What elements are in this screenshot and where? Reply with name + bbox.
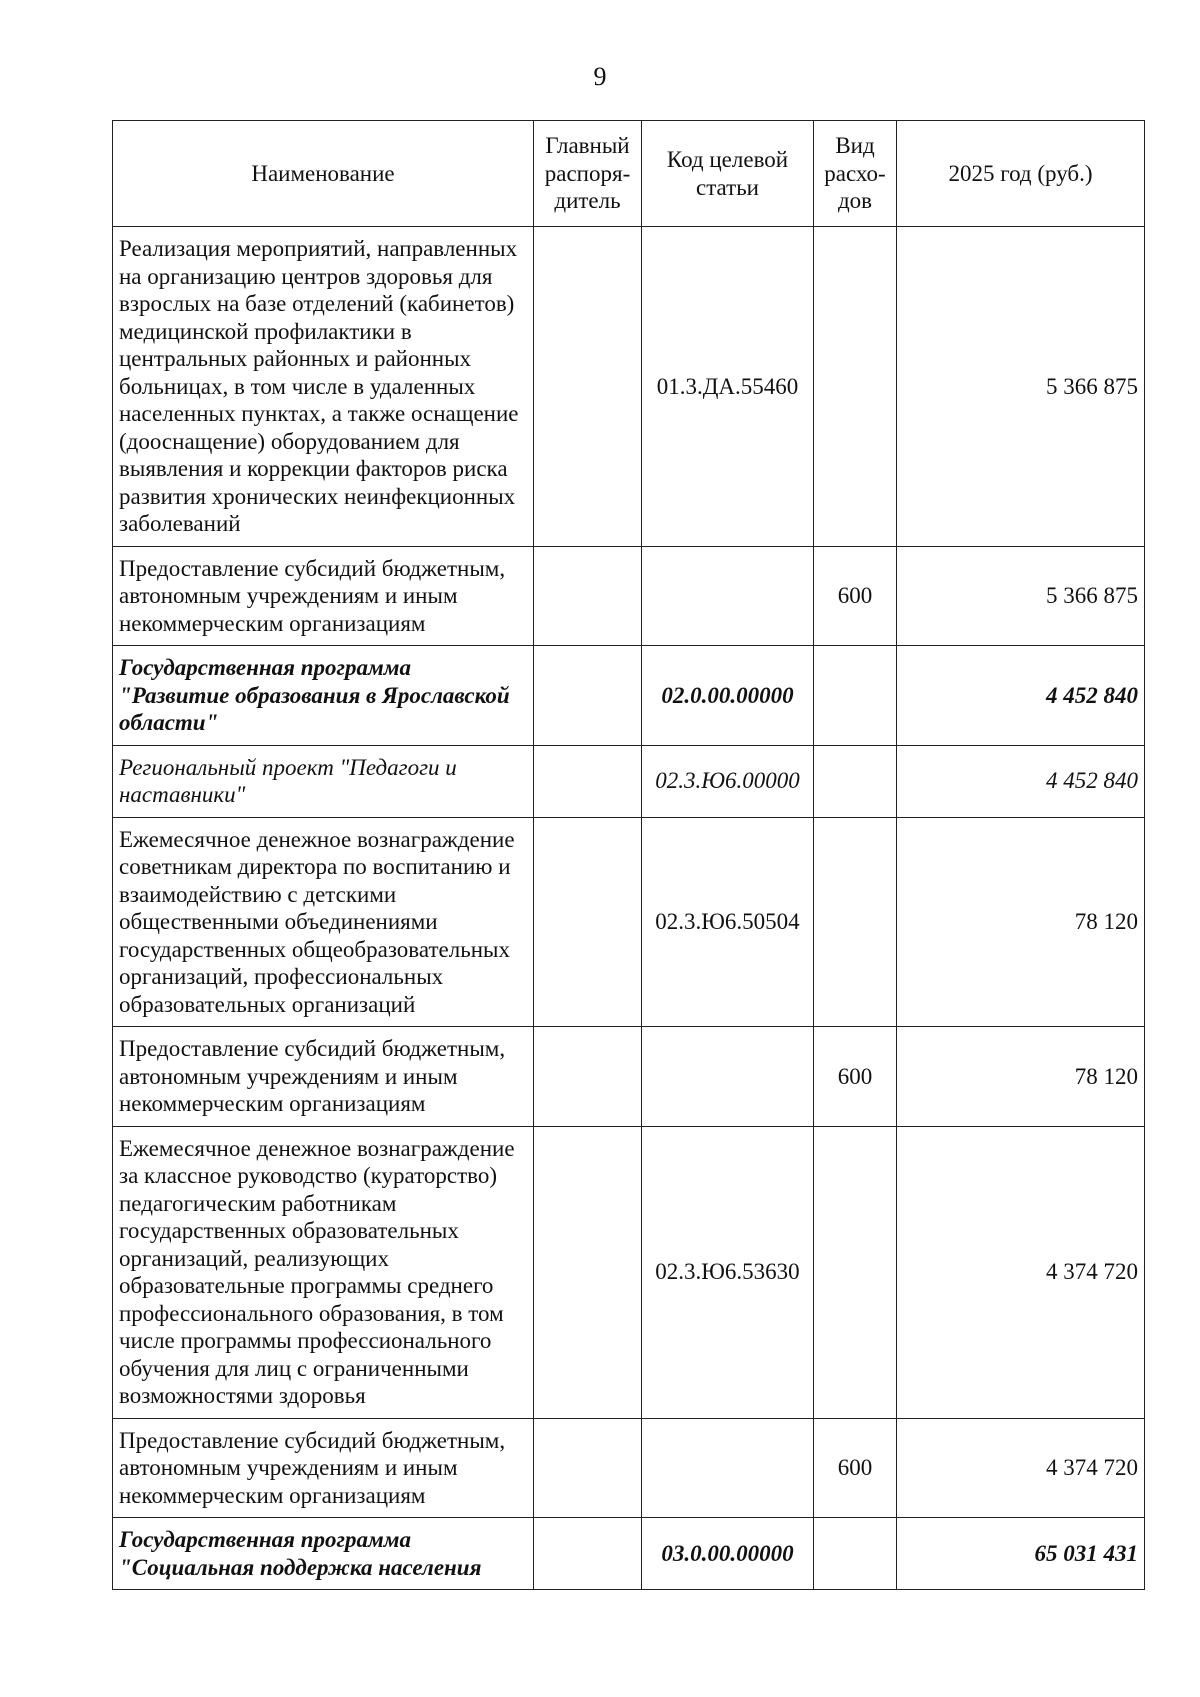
table-row [113, 227, 1145, 547]
table-row [113, 1518, 1145, 1590]
row-amount: 78 120 [897, 1027, 1145, 1127]
row-name: Ежемесячное денежное вознаграждение за классное руководство (кураторство) педагогическим работникам государственных образовательных организаций, реализующих образовательные программы среднего профессионального образования, в том числе программы профессионального обучения для лиц с ограниченными возможностями здоровья [113, 1126, 534, 1418]
row-amount: 4 452 840 [897, 646, 1145, 746]
row-code [642, 546, 814, 646]
row-amount: 65 031 431 [897, 1518, 1145, 1590]
header-chief: Главный распоря-дитель [534, 121, 642, 227]
row-code: 02.0.00.00000 [642, 646, 814, 746]
row-amount: 4 374 720 [897, 1418, 1145, 1518]
row-code: 03.0.00.00000 [642, 1518, 814, 1590]
table-row [113, 745, 1145, 817]
row-chief [534, 1126, 642, 1418]
row-kind [814, 1126, 897, 1418]
row-name: Предоставление субсидий бюджетным, автономным учреждениям и иным некоммерческим организациям [113, 546, 534, 646]
row-chief [534, 1418, 642, 1518]
row-kind [814, 227, 897, 547]
row-code [642, 1418, 814, 1518]
row-chief [534, 1518, 642, 1590]
row-code: 02.3.Ю6.53630 [642, 1126, 814, 1418]
row-name: Предоставление субсидий бюджетным, автономным учреждениям и иным некоммерческим организациям [113, 1418, 534, 1518]
row-name: Реализация мероприятий, направленных на организацию центров здоровья для взрослых на базе отделений (кабинетов) медицинской профилактики в центральных районных и районных больницах, в том числе в удаленных населенных пунктах, а также оснащение (дооснащение) оборудованием для выявления и коррекции факторов риска развития хронических неинфекционных заболеваний [113, 227, 534, 547]
row-kind [814, 1518, 897, 1590]
table-row [113, 546, 1145, 646]
row-amount: 5 366 875 [897, 227, 1145, 547]
row-kind [814, 817, 897, 1027]
row-code [642, 1027, 814, 1127]
row-kind [814, 646, 897, 746]
row-name: Предоставление субсидий бюджетным, автономным учреждениям и иным некоммерческим организациям [113, 1027, 534, 1127]
header-kind: Вид расхо-дов [814, 121, 897, 227]
row-chief [534, 546, 642, 646]
row-amount: 5 366 875 [897, 546, 1145, 646]
row-code: 01.3.ДА.55460 [642, 227, 814, 547]
header-name: Наименование [113, 121, 534, 227]
row-name: Государственная программа "Социальная поддержка населения [113, 1518, 534, 1590]
row-kind: 600 [814, 1027, 897, 1127]
row-kind: 600 [814, 1418, 897, 1518]
header-amount: 2025 год (руб.) [897, 121, 1145, 227]
row-kind [814, 745, 897, 817]
row-chief [534, 646, 642, 746]
row-code: 02.3.Ю6.50504 [642, 817, 814, 1027]
row-code: 02.3.Ю6.00000 [642, 745, 814, 817]
row-name: Ежемесячное денежное вознаграждение советникам директора по воспитанию и взаимодействию с детскими общественными объединениями государственных общеобразовательных организаций, профессиональных образовательных организаций [113, 817, 534, 1027]
row-amount: 78 120 [897, 817, 1145, 1027]
row-name: Государственная программа "Развитие образования в Ярославской области" [113, 646, 534, 746]
table-row [113, 646, 1145, 746]
row-amount: 4 374 720 [897, 1126, 1145, 1418]
table-row [113, 817, 1145, 1027]
table-row [113, 1126, 1145, 1418]
row-amount: 4 452 840 [897, 745, 1145, 817]
row-chief [534, 745, 642, 817]
page-number: 9 [593, 62, 607, 91]
table-header-row [113, 121, 1145, 227]
row-kind: 600 [814, 546, 897, 646]
row-chief [534, 817, 642, 1027]
row-chief [534, 227, 642, 547]
table-row [113, 1418, 1145, 1518]
row-name: Региональный проект "Педагоги и наставники" [113, 745, 534, 817]
table-row [113, 1027, 1145, 1127]
row-chief [534, 1027, 642, 1127]
header-code: Код целевой статьи [642, 121, 814, 227]
budget-table [112, 120, 1145, 1590]
